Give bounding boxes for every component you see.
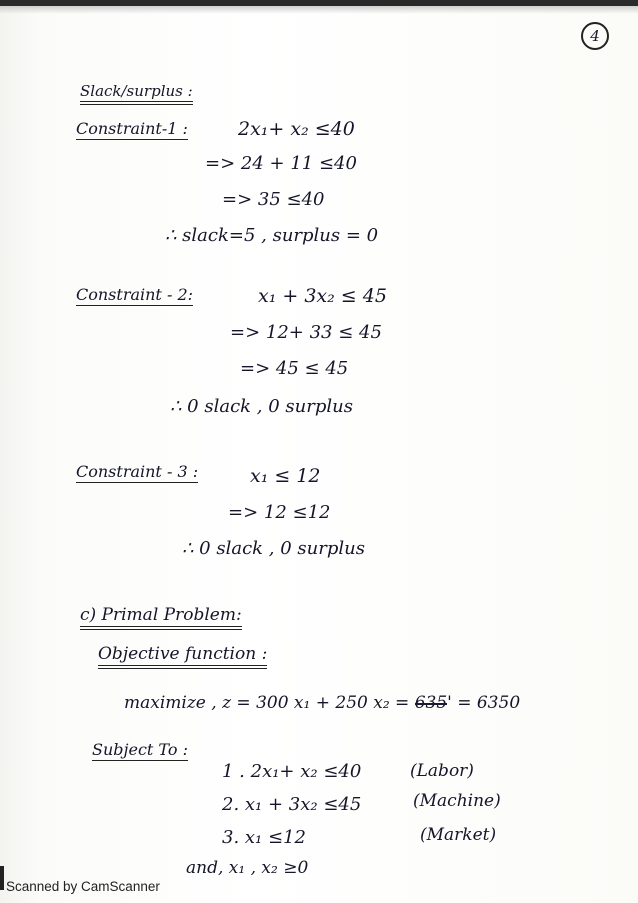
constraint-2-step-1: => 12+ 33 ≤ 45 — [230, 322, 382, 343]
constraint-1-label: Constraint-1 : — [76, 119, 188, 138]
lp-constraint-1-note: (Labor) — [410, 761, 474, 781]
non-negativity-constraint: and, x₁ , x₂ ≥0 — [186, 858, 309, 878]
lp-constraint-1: 1 . 2x₁+ x₂ ≤40 — [222, 761, 362, 782]
primal-problem-heading: c) Primal Problem: — [80, 605, 242, 630]
constraint-2-expression: x₁ + 3x₂ ≤ 45 — [258, 285, 387, 307]
struck-value: 635 — [414, 693, 448, 713]
objective-result: ' = 6350 — [447, 693, 521, 713]
constraint-1-expression: 2x₁+ x₂ ≤40 — [238, 118, 355, 140]
constraint-3-result: ∴ 0 slack , 0 surplus — [182, 538, 365, 559]
objective-function-label: Objective function : — [98, 644, 267, 669]
lp-constraint-2: 2. x₁ + 3x₂ ≤45 — [222, 794, 362, 815]
subject-to-label: Subject To : — [92, 740, 188, 759]
scanner-watermark: Scanned by CamScanner — [6, 879, 160, 894]
objective-function — [124, 693, 520, 713]
objective-expression: maximize , z = 300 x₁ + 250 x₂ = — [124, 693, 410, 713]
constraint-3-expression: x₁ ≤ 12 — [250, 465, 321, 487]
page-number: 4 — [581, 22, 609, 50]
constraint-1-result: ∴ slack=5 , surplus = 0 — [165, 225, 379, 246]
slack-surplus-heading: Slack/surplus : — [80, 82, 193, 105]
lp-constraint-3: 3. x₁ ≤12 — [222, 827, 306, 848]
constraint-2-label: Constraint - 2: — [76, 285, 194, 304]
scan-corner-mark — [0, 866, 4, 890]
constraint-3-label: Constraint - 3 : — [76, 462, 199, 481]
constraint-3-step-1: => 12 ≤12 — [228, 502, 331, 523]
lp-constraint-2-note: (Machine) — [413, 791, 501, 811]
constraint-2-result: ∴ 0 slack , 0 surplus — [170, 396, 353, 417]
constraint-2-step-2: => 45 ≤ 45 — [240, 358, 349, 379]
constraint-1-step-2: => 35 ≤40 — [222, 189, 325, 210]
lp-constraint-3-note: (Market) — [420, 825, 497, 845]
scan-edge-shadow — [0, 6, 638, 14]
constraint-1-step-1: => 24 + 11 ≤40 — [205, 153, 357, 174]
